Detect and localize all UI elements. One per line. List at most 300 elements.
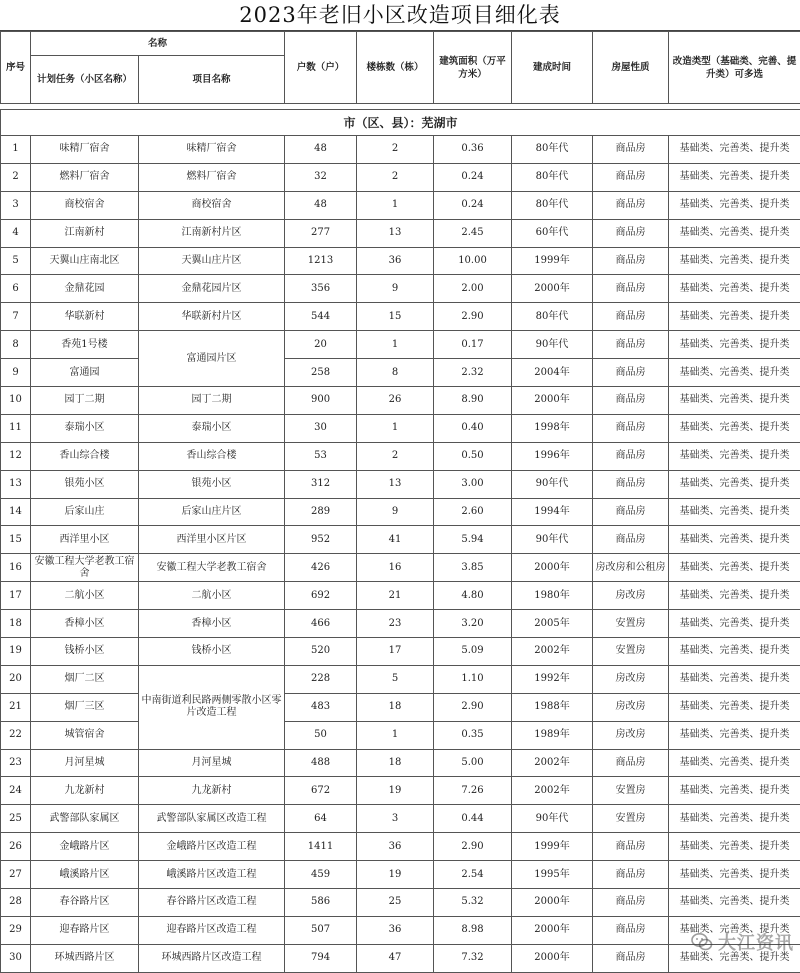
cell-plan-task: 月河星城 xyxy=(31,749,139,777)
cell-built-time: 2002年 xyxy=(512,777,593,805)
cell-built-time: 2000年 xyxy=(512,554,593,582)
cell-house-type: 商品房 xyxy=(593,889,669,917)
cell-project-name: 天翼山庄片区 xyxy=(139,247,285,275)
cell-households: 520 xyxy=(285,638,357,666)
cell-house-type: 商品房 xyxy=(593,387,669,415)
table-row xyxy=(1,833,800,861)
cell-project-name: 味精厂宿舍 xyxy=(139,136,285,164)
cell-plan-task: 武警部队家属区 xyxy=(31,805,139,833)
cell-area: 5.94 xyxy=(434,526,512,554)
cell-buildings: 26 xyxy=(357,387,434,415)
cell-seq: 24 xyxy=(1,777,31,805)
cell-households: 289 xyxy=(285,498,357,526)
table-row xyxy=(1,303,800,331)
cell-plan-task: 峨溪路片区 xyxy=(31,861,139,889)
cell-seq: 28 xyxy=(1,889,31,917)
cell-built-time: 2002年 xyxy=(512,749,593,777)
cell-seq: 29 xyxy=(1,916,31,944)
cell-households: 53 xyxy=(285,442,357,470)
cell-project-name: 武警部队家属区改造工程 xyxy=(139,805,285,833)
cell-project-name: 九龙新村 xyxy=(139,777,285,805)
cell-built-time: 2000年 xyxy=(512,916,593,944)
cell-households: 1411 xyxy=(285,833,357,861)
cell-buildings: 1 xyxy=(357,331,434,359)
cell-buildings: 21 xyxy=(357,582,434,610)
cell-area: 0.44 xyxy=(434,805,512,833)
cell-households: 258 xyxy=(285,359,357,387)
cell-plan-task: 烟厂二区 xyxy=(31,665,139,693)
cell-built-time: 2005年 xyxy=(512,610,593,638)
cell-buildings: 36 xyxy=(357,247,434,275)
cell-households: 228 xyxy=(285,665,357,693)
cell-reform-type: 基础类、完善类、提升类 xyxy=(669,638,800,666)
cell-area: 2.90 xyxy=(434,693,512,721)
watermark-text: 大江资讯 xyxy=(718,929,794,955)
cell-plan-task: 后家山庄 xyxy=(31,498,139,526)
cell-seq: 4 xyxy=(1,219,31,247)
cell-households: 459 xyxy=(285,861,357,889)
cell-plan-task: 园丁二期 xyxy=(31,387,139,415)
cell-plan-task: 燃料厂宿舍 xyxy=(31,163,139,191)
cell-buildings: 8 xyxy=(357,359,434,387)
cell-reform-type: 基础类、完善类、提升类 xyxy=(669,582,800,610)
cell-project-name: 商校宿舍 xyxy=(139,191,285,219)
header-seq: 序号 xyxy=(1,32,31,104)
cell-reform-type: 基础类、完善类、提升类 xyxy=(669,805,800,833)
cell-plan-task: 华联新村 xyxy=(31,303,139,331)
cell-built-time: 2000年 xyxy=(512,889,593,917)
cell-seq: 10 xyxy=(1,387,31,415)
cell-area: 2.60 xyxy=(434,498,512,526)
cell-project-name: 环城西路片区改造工程 xyxy=(139,944,285,972)
cell-buildings: 2 xyxy=(357,442,434,470)
cell-seq: 14 xyxy=(1,498,31,526)
cell-plan-task: 香苑1号楼 xyxy=(31,331,139,359)
cell-reform-type: 基础类、完善类、提升类 xyxy=(669,693,800,721)
cell-house-type: 房改房 xyxy=(593,693,669,721)
cell-area: 7.32 xyxy=(434,944,512,972)
cell-households: 483 xyxy=(285,693,357,721)
cell-seq: 5 xyxy=(1,247,31,275)
cell-reform-type: 基础类、完善类、提升类 xyxy=(669,359,800,387)
cell-built-time: 1998年 xyxy=(512,414,593,442)
table-row xyxy=(1,889,800,917)
cell-households: 466 xyxy=(285,610,357,638)
cell-seq: 22 xyxy=(1,721,31,749)
cell-buildings: 5 xyxy=(357,665,434,693)
cell-seq: 21 xyxy=(1,693,31,721)
cell-house-type: 商品房 xyxy=(593,470,669,498)
cell-area: 5.09 xyxy=(434,638,512,666)
cell-households: 544 xyxy=(285,303,357,331)
cell-buildings: 9 xyxy=(357,498,434,526)
cell-seq: 3 xyxy=(1,191,31,219)
cell-project-name: 香山综合楼 xyxy=(139,442,285,470)
cell-area: 8.90 xyxy=(434,387,512,415)
cell-project-name: 江南新村片区 xyxy=(139,219,285,247)
cell-reform-type: 基础类、完善类、提升类 xyxy=(669,442,800,470)
cell-reform-type: 基础类、完善类、提升类 xyxy=(669,833,800,861)
cell-plan-task: 西洋里小区 xyxy=(31,526,139,554)
cell-seq: 18 xyxy=(1,610,31,638)
cell-reform-type: 基础类、完善类、提升类 xyxy=(669,470,800,498)
cell-plan-task: 春谷路片区 xyxy=(31,889,139,917)
cell-plan-task: 安徽工程大学老教工宿舍 xyxy=(31,554,139,582)
cell-reform-type: 基础类、完善类、提升类 xyxy=(669,749,800,777)
cell-house-type: 商品房 xyxy=(593,833,669,861)
cell-house-type: 商品房 xyxy=(593,303,669,331)
table-row xyxy=(1,749,800,777)
header-plan-task: 计划任务（小区名称） xyxy=(31,56,139,104)
wechat-icon xyxy=(691,932,713,952)
cell-built-time: 1995年 xyxy=(512,861,593,889)
table-row xyxy=(1,414,800,442)
cell-reform-type: 基础类、完善类、提升类 xyxy=(669,916,800,944)
cell-house-type: 商品房 xyxy=(593,861,669,889)
cell-built-time: 2000年 xyxy=(512,387,593,415)
cell-area: 8.98 xyxy=(434,916,512,944)
cell-plan-task: 泰瑞小区 xyxy=(31,414,139,442)
cell-plan-task: 味精厂宿舍 xyxy=(31,136,139,164)
cell-project-name: 迎春路片区改造工程 xyxy=(139,916,285,944)
cell-households: 32 xyxy=(285,163,357,191)
table-row xyxy=(1,610,800,638)
header-households: 户数（户） xyxy=(285,32,357,104)
cell-households: 356 xyxy=(285,275,357,303)
cell-reform-type: 基础类、完善类、提升类 xyxy=(669,303,800,331)
cell-area: 3.00 xyxy=(434,470,512,498)
cell-seq: 23 xyxy=(1,749,31,777)
cell-area: 7.26 xyxy=(434,777,512,805)
cell-project-name: 西洋里小区片区 xyxy=(139,526,285,554)
cell-reform-type: 基础类、完善类、提升类 xyxy=(669,889,800,917)
cell-built-time: 2004年 xyxy=(512,359,593,387)
cell-house-type: 商品房 xyxy=(593,498,669,526)
cell-area: 10.00 xyxy=(434,247,512,275)
cell-plan-task: 富通园 xyxy=(31,359,139,387)
cell-house-type: 房改房和公租房 xyxy=(593,554,669,582)
cell-households: 900 xyxy=(285,387,357,415)
cell-plan-task: 商校宿舍 xyxy=(31,191,139,219)
cell-reform-type: 基础类、完善类、提升类 xyxy=(669,331,800,359)
cell-house-type: 商品房 xyxy=(593,749,669,777)
cell-area: 3.20 xyxy=(434,610,512,638)
header-reform-type: 改造类型（基础类、完善、提升类）可多选 xyxy=(669,32,800,104)
cell-households: 952 xyxy=(285,526,357,554)
cell-house-type: 商品房 xyxy=(593,191,669,219)
cell-reform-type: 基础类、完善类、提升类 xyxy=(669,498,800,526)
cell-house-type: 商品房 xyxy=(593,275,669,303)
cell-buildings: 2 xyxy=(357,136,434,164)
cell-built-time: 1992年 xyxy=(512,665,593,693)
cell-project-name: 银苑小区 xyxy=(139,470,285,498)
table-row xyxy=(1,359,800,387)
cell-project-name: 富通园片区 xyxy=(139,331,285,387)
table-row xyxy=(1,136,800,164)
cell-house-type: 商品房 xyxy=(593,414,669,442)
cell-project-name: 金峨路片区改造工程 xyxy=(139,833,285,861)
cell-project-name: 安徽工程大学老教工宿舍 xyxy=(139,554,285,582)
cell-plan-task: 城管宿舍 xyxy=(31,721,139,749)
cell-project-name: 中南街道利民路两侧零散小区零片改造工程 xyxy=(139,665,285,749)
cell-reform-type: 基础类、完善类、提升类 xyxy=(669,247,800,275)
cell-house-type: 商品房 xyxy=(593,359,669,387)
cell-buildings: 47 xyxy=(357,944,434,972)
cell-area: 0.24 xyxy=(434,191,512,219)
cell-house-type: 商品房 xyxy=(593,916,669,944)
cell-area: 2.45 xyxy=(434,219,512,247)
header-house-type: 房屋性质 xyxy=(593,32,669,104)
cell-households: 20 xyxy=(285,331,357,359)
cell-households: 507 xyxy=(285,916,357,944)
cell-area: 5.00 xyxy=(434,749,512,777)
table-row xyxy=(1,861,800,889)
cell-project-name: 燃料厂宿舍 xyxy=(139,163,285,191)
table-row xyxy=(1,163,800,191)
cell-reform-type: 基础类、完善类、提升类 xyxy=(669,665,800,693)
cell-built-time: 90年代 xyxy=(512,470,593,498)
cell-buildings: 41 xyxy=(357,526,434,554)
header-buildings: 楼栋数（栋） xyxy=(357,32,434,104)
cell-seq: 9 xyxy=(1,359,31,387)
cell-seq: 30 xyxy=(1,944,31,972)
cell-buildings: 3 xyxy=(357,805,434,833)
cell-built-time: 2000年 xyxy=(512,275,593,303)
cell-reform-type: 基础类、完善类、提升类 xyxy=(669,554,800,582)
cell-seq: 12 xyxy=(1,442,31,470)
page-title: 2023年老旧小区改造项目细化表 xyxy=(0,0,800,31)
cell-project-name: 二航小区 xyxy=(139,582,285,610)
table-row xyxy=(1,498,800,526)
cell-built-time: 80年代 xyxy=(512,191,593,219)
cell-buildings: 9 xyxy=(357,275,434,303)
cell-house-type: 安置房 xyxy=(593,610,669,638)
cell-area: 0.36 xyxy=(434,136,512,164)
cell-plan-task: 银苑小区 xyxy=(31,470,139,498)
cell-buildings: 18 xyxy=(357,693,434,721)
header-project-name: 项目名称 xyxy=(139,56,285,104)
table-row xyxy=(1,387,800,415)
renovation-table xyxy=(0,31,800,973)
cell-area: 2.32 xyxy=(434,359,512,387)
table-row xyxy=(1,219,800,247)
cell-buildings: 13 xyxy=(357,219,434,247)
cell-seq: 13 xyxy=(1,470,31,498)
watermark xyxy=(691,929,794,955)
cell-seq: 2 xyxy=(1,163,31,191)
cell-buildings: 1 xyxy=(357,414,434,442)
cell-households: 50 xyxy=(285,721,357,749)
cell-built-time: 60年代 xyxy=(512,219,593,247)
cell-reform-type: 基础类、完善类、提升类 xyxy=(669,136,800,164)
table-row xyxy=(1,191,800,219)
table-row xyxy=(1,275,800,303)
cell-built-time: 1989年 xyxy=(512,721,593,749)
cell-area: 0.17 xyxy=(434,331,512,359)
header-name-group: 名称 xyxy=(31,32,285,56)
cell-reform-type: 基础类、完善类、提升类 xyxy=(669,219,800,247)
cell-house-type: 商品房 xyxy=(593,247,669,275)
cell-seq: 15 xyxy=(1,526,31,554)
table-row xyxy=(1,638,800,666)
table-row xyxy=(1,442,800,470)
cell-plan-task: 天翼山庄南北区 xyxy=(31,247,139,275)
cell-plan-task: 钱桥小区 xyxy=(31,638,139,666)
cell-reform-type: 基础类、完善类、提升类 xyxy=(669,777,800,805)
cell-built-time: 90年代 xyxy=(512,331,593,359)
cell-households: 64 xyxy=(285,805,357,833)
cell-seq: 7 xyxy=(1,303,31,331)
cell-buildings: 2 xyxy=(357,163,434,191)
cell-households: 277 xyxy=(285,219,357,247)
cell-house-type: 安置房 xyxy=(593,777,669,805)
cell-seq: 11 xyxy=(1,414,31,442)
cell-built-time: 80年代 xyxy=(512,136,593,164)
cell-reform-type: 基础类、完善类、提升类 xyxy=(669,414,800,442)
cell-buildings: 36 xyxy=(357,833,434,861)
cell-households: 794 xyxy=(285,944,357,972)
cell-built-time: 1988年 xyxy=(512,693,593,721)
cell-built-time: 2002年 xyxy=(512,638,593,666)
cell-households: 692 xyxy=(285,582,357,610)
header-built-time: 建成时间 xyxy=(512,32,593,104)
cell-area: 0.35 xyxy=(434,721,512,749)
cell-built-time: 80年代 xyxy=(512,303,593,331)
cell-house-type: 安置房 xyxy=(593,638,669,666)
cell-reform-type: 基础类、完善类、提升类 xyxy=(669,610,800,638)
table-row xyxy=(1,526,800,554)
cell-area: 0.40 xyxy=(434,414,512,442)
header-area: 建筑面积（万平方米） xyxy=(434,32,512,104)
cell-buildings: 13 xyxy=(357,470,434,498)
cell-reform-type: 基础类、完善类、提升类 xyxy=(669,191,800,219)
cell-house-type: 商品房 xyxy=(593,331,669,359)
table-row xyxy=(1,470,800,498)
table-row xyxy=(1,944,800,972)
cell-households: 48 xyxy=(285,191,357,219)
table-row xyxy=(1,582,800,610)
cell-house-type: 房改房 xyxy=(593,582,669,610)
table-row xyxy=(1,331,800,359)
cell-buildings: 23 xyxy=(357,610,434,638)
cell-house-type: 商品房 xyxy=(593,526,669,554)
cell-area: 2.90 xyxy=(434,303,512,331)
cell-built-time: 80年代 xyxy=(512,163,593,191)
cell-plan-task: 金峨路片区 xyxy=(31,833,139,861)
cell-area: 0.50 xyxy=(434,442,512,470)
cell-project-name: 泰瑞小区 xyxy=(139,414,285,442)
cell-reform-type: 基础类、完善类、提升类 xyxy=(669,163,800,191)
cell-plan-task: 迎春路片区 xyxy=(31,916,139,944)
cell-plan-task: 环城西路片区 xyxy=(31,944,139,972)
cell-seq: 8 xyxy=(1,331,31,359)
cell-house-type: 商品房 xyxy=(593,944,669,972)
cell-reform-type: 基础类、完善类、提升类 xyxy=(669,387,800,415)
cell-house-type: 安置房 xyxy=(593,805,669,833)
cell-area: 1.10 xyxy=(434,665,512,693)
cell-households: 30 xyxy=(285,414,357,442)
cell-buildings: 19 xyxy=(357,777,434,805)
table-row xyxy=(1,554,800,582)
table-row xyxy=(1,693,800,721)
cell-seq: 27 xyxy=(1,861,31,889)
cell-project-name: 香樟小区 xyxy=(139,610,285,638)
cell-buildings: 1 xyxy=(357,191,434,219)
cell-built-time: 90年代 xyxy=(512,805,593,833)
cell-seq: 1 xyxy=(1,136,31,164)
cell-built-time: 2000年 xyxy=(512,944,593,972)
cell-plan-task: 香樟小区 xyxy=(31,610,139,638)
cell-house-type: 商品房 xyxy=(593,219,669,247)
cell-house-type: 商品房 xyxy=(593,136,669,164)
cell-seq: 20 xyxy=(1,665,31,693)
cell-reform-type: 基础类、完善类、提升类 xyxy=(669,721,800,749)
cell-project-name: 月河星城 xyxy=(139,749,285,777)
cell-buildings: 19 xyxy=(357,861,434,889)
section-city: 市（区、县）：芜湖市 xyxy=(1,110,800,136)
cell-reform-type: 基础类、完善类、提升类 xyxy=(669,944,800,972)
cell-buildings: 18 xyxy=(357,749,434,777)
cell-built-time: 1996年 xyxy=(512,442,593,470)
cell-built-time: 1999年 xyxy=(512,247,593,275)
cell-plan-task: 香山综合楼 xyxy=(31,442,139,470)
cell-project-name: 钱桥小区 xyxy=(139,638,285,666)
cell-seq: 19 xyxy=(1,638,31,666)
cell-households: 586 xyxy=(285,889,357,917)
cell-area: 2.54 xyxy=(434,861,512,889)
table-row xyxy=(1,665,800,693)
cell-seq: 26 xyxy=(1,833,31,861)
cell-reform-type: 基础类、完善类、提升类 xyxy=(669,275,800,303)
cell-households: 312 xyxy=(285,470,357,498)
cell-plan-task: 金鼎花园 xyxy=(31,275,139,303)
cell-area: 2.00 xyxy=(434,275,512,303)
table-row xyxy=(1,805,800,833)
cell-house-type: 房改房 xyxy=(593,665,669,693)
table-row xyxy=(1,777,800,805)
cell-households: 672 xyxy=(285,777,357,805)
cell-seq: 17 xyxy=(1,582,31,610)
cell-households: 488 xyxy=(285,749,357,777)
cell-house-type: 商品房 xyxy=(593,442,669,470)
cell-seq: 16 xyxy=(1,554,31,582)
cell-project-name: 华联新村片区 xyxy=(139,303,285,331)
cell-built-time: 1994年 xyxy=(512,498,593,526)
cell-project-name: 金鼎花园片区 xyxy=(139,275,285,303)
cell-households: 1213 xyxy=(285,247,357,275)
cell-reform-type: 基础类、完善类、提升类 xyxy=(669,526,800,554)
cell-built-time: 1999年 xyxy=(512,833,593,861)
cell-buildings: 15 xyxy=(357,303,434,331)
cell-buildings: 25 xyxy=(357,889,434,917)
cell-seq: 25 xyxy=(1,805,31,833)
cell-plan-task: 二航小区 xyxy=(31,582,139,610)
cell-area: 4.80 xyxy=(434,582,512,610)
cell-plan-task: 江南新村 xyxy=(31,219,139,247)
table-row xyxy=(1,247,800,275)
cell-house-type: 房改房 xyxy=(593,721,669,749)
cell-plan-task: 烟厂三区 xyxy=(31,693,139,721)
cell-seq: 6 xyxy=(1,275,31,303)
cell-area: 3.85 xyxy=(434,554,512,582)
cell-buildings: 36 xyxy=(357,916,434,944)
cell-buildings: 16 xyxy=(357,554,434,582)
cell-area: 2.90 xyxy=(434,833,512,861)
cell-project-name: 峨溪路片区改造工程 xyxy=(139,861,285,889)
cell-buildings: 17 xyxy=(357,638,434,666)
table-row xyxy=(1,916,800,944)
cell-house-type: 商品房 xyxy=(593,163,669,191)
